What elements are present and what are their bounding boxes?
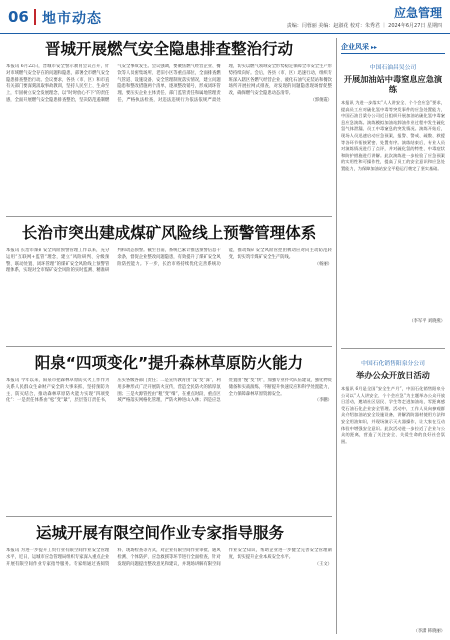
brand-name: 应急管理 [393, 6, 442, 20]
page-header [0, 0, 450, 34]
sidebar-story-sinopec [341, 358, 445, 634]
article-headline: 晋城开展燃气安全隐患排查整治行动 [44, 40, 293, 58]
article-divider [6, 216, 332, 217]
double-arrow-icon: ▸▸ [371, 44, 378, 51]
article-text: 本报讯 今年以来，阳泉市把森林草原防灭火工作作为关系人民群众生命财产安全的大事来抓，坚持预防为主、防灭结合，推动森林草原防火能力实现“四项变化”：一是责任体系由“松”变“紧”，层层签订责任书，压实各级各部门责任；二是宣传教育由“浅”变“深”，利用多种形式广泛开展防火宣传，营造全民防火的浓厚氛围；三是火源管控由“粗”变“细”，在重点时段、重点区域严格落实网格化管理，严防火种进山入林；四是应急处置由“慢”变“快”，加强专业扑火队伍建设，强化物资储备和实战演练，不断提升快速反应和科学处置能力，全力保障森林草原资源安全。 [6, 378, 332, 404]
story-headline: 开展加油站中毒窒息应急演练 [343, 74, 443, 94]
article-changzhi [6, 222, 332, 342]
article-jincheng [6, 38, 332, 201]
article-author: （王文） [314, 561, 332, 567]
article-headline: 阳泉“四项变化”提升森林草原防火能力 [34, 354, 304, 372]
article-author: （杨丽） [314, 261, 332, 267]
article-text: 本报讯 为进一步提升工贸行业有限空间作业安全管理水平，近日，运城市应急管理局组织专家深入重点企业开展有限空间作业专家指导服务。专家组通过查阅资料、现场检查等方式，对企业有限空间作业审批、通风检测、个体防护、应急救援等环节进行全面检查，针对发现的问题提出整改意见和建议，并现场讲解有限空间作业安全知识，帮助企业进一步健全完善安全管理制度，切实提升企业本质安全水平。 [6, 548, 332, 567]
article-body [6, 248, 332, 342]
story-body: 本报讯 6月是全国“安全生产月”，中国石化销售阳泉分公司以“人人讲安全、个个会应急”为主题举办公众开放日活动，邀请社区居民、学生等走进加油站，零距离感受石油石化企业安全管理。活动中，工作人员向参观群众介绍加油站安全设施设备，讲解消防器材使用方法和安全用油知识，并现场演示灭火器操作，让大家在互动体验中增强安全意识。此次活动进一步拉近了企业与公众的距离，营造了关注安全、关爱生命的良好社会氛围。 [341, 386, 445, 444]
article-yuncheng [6, 522, 332, 640]
sidebar [341, 40, 445, 324]
article-body [6, 378, 332, 508]
article-author: （李鹏） [314, 398, 332, 404]
sidebar-divider [341, 348, 445, 349]
story-unit: 中国石油昌吴公司 [369, 65, 417, 71]
column-title [341, 40, 445, 54]
story-unit: 中国石化销售阳泉分公司 [361, 361, 425, 367]
article-yangquan [6, 352, 332, 508]
article-text: 本报讯 6月22日，晋城市安全警示教育会议召开，针对市域燃气安全存在的问题和隐患，部署全市燃气安全隐患排查整治行动。会议要求，各县（市、区）和市直有关部门要深刻汲取事故教训，坚持人民至上、生命至上，牢固树立安全发展理念，以“时时放心不下”的责任感，全面开展燃气安全隐患排查整治，坚决防范遏制燃气安全事故发生。会议强调，要聚焦燃气经营企业、餐饮等人员密集场所、老旧小区等重点部位，全面排查燃气管道、设施设备、安全管理制度落实情况，建立问题隐患和整改措施两个清单，逐项整改销号，形成闭环管理。要压实企业主体责任、部门监管责任和属地管理责任，严格执法检查，对违法违规行为依法依规严肃处理，切实以燃气领域安全形势稳定保障全市安全生产形势持续向好。会后，各县（市、区）迅速行动，组织专班深入辖区各燃气经营企业、液化石油气充装站和餐饮场所开展拉网式排查，对发现的问题隐患现场督促整改，确保燃气安全隐患动态清零。 [6, 64, 332, 103]
column-divider [336, 38, 337, 634]
story-author: （李潇 韩晓丽） [413, 629, 445, 634]
column-title-text: 企业风采 [341, 43, 369, 51]
page-number: 06 [8, 8, 29, 26]
header-divider [34, 9, 36, 25]
article-divider [6, 516, 332, 517]
article-divider [6, 346, 332, 347]
article-headline: 运城开展有限空间作业专家指导服务 [36, 524, 285, 542]
article-headline: 长治市突出建成煤矿风险线上预警管理体系 [21, 224, 317, 242]
story-headline: 举办公众开放日活动 [356, 370, 430, 380]
article-body [6, 548, 332, 640]
section-title: 地市动态 [42, 11, 102, 27]
story-body: 本报讯 为进一步落实“人人讲安全、个个会应急”要求，提高员工应对硫化氢中毒等突发事件的应急处置能力，中国石油吕梁分公司近日组织开展加油站硫化氢中毒窒息应急演练。演练模拟加油站卸油作业过程中发生硫化氢气体泄漏、员工中毒窒息的突发情况。演练开始后，现场人员迅速启动应急预案，报警、警戒、疏散、救援等各环节衔接紧密、处置有序。演练结束后，专业人员对演练情况进行了点评，并对硫化氢的特性、中毒症状和防护措施进行讲解。此次演练进一步检验了应急预案的实用性和可操作性，提高了员工的安全意识和应急处置能力，为保障加油站安全平稳运行奠定了坚实基础。 [341, 100, 445, 171]
sidebar-story-kunlun [341, 62, 445, 324]
sidebar-lower [341, 350, 445, 634]
header-meta: 责编：闫蓉丽 美编：赵淑花 校对：朱秀君 ｜ 2024年6月27日 星期四 [286, 23, 442, 29]
story-author: （李军平 刘晓燕） [409, 319, 445, 324]
article-author: （郭俊霞） [310, 97, 332, 103]
article-body [6, 64, 332, 201]
article-text: 本报讯 长治市煤矿安全风险预警管理工作以来，充分运用“互联网+监管”理念，建立“风险研判、分级预警、联动处置、闭环管理”的煤矿安全风险线上预警管理体系，实现对全市煤矿安全风险的实时监测、精准研判和动态预警。截至目前，系统已累计推送预警信息千余条，督促企业整改问题隐患，有效提升了煤矿安全风险防控能力。下一步，长治市将持续优化完善系统功能，推动煤矿安全风险管控由被动应对向主动防范转变，切实筑牢煤矿安全生产防线。 [6, 248, 332, 274]
